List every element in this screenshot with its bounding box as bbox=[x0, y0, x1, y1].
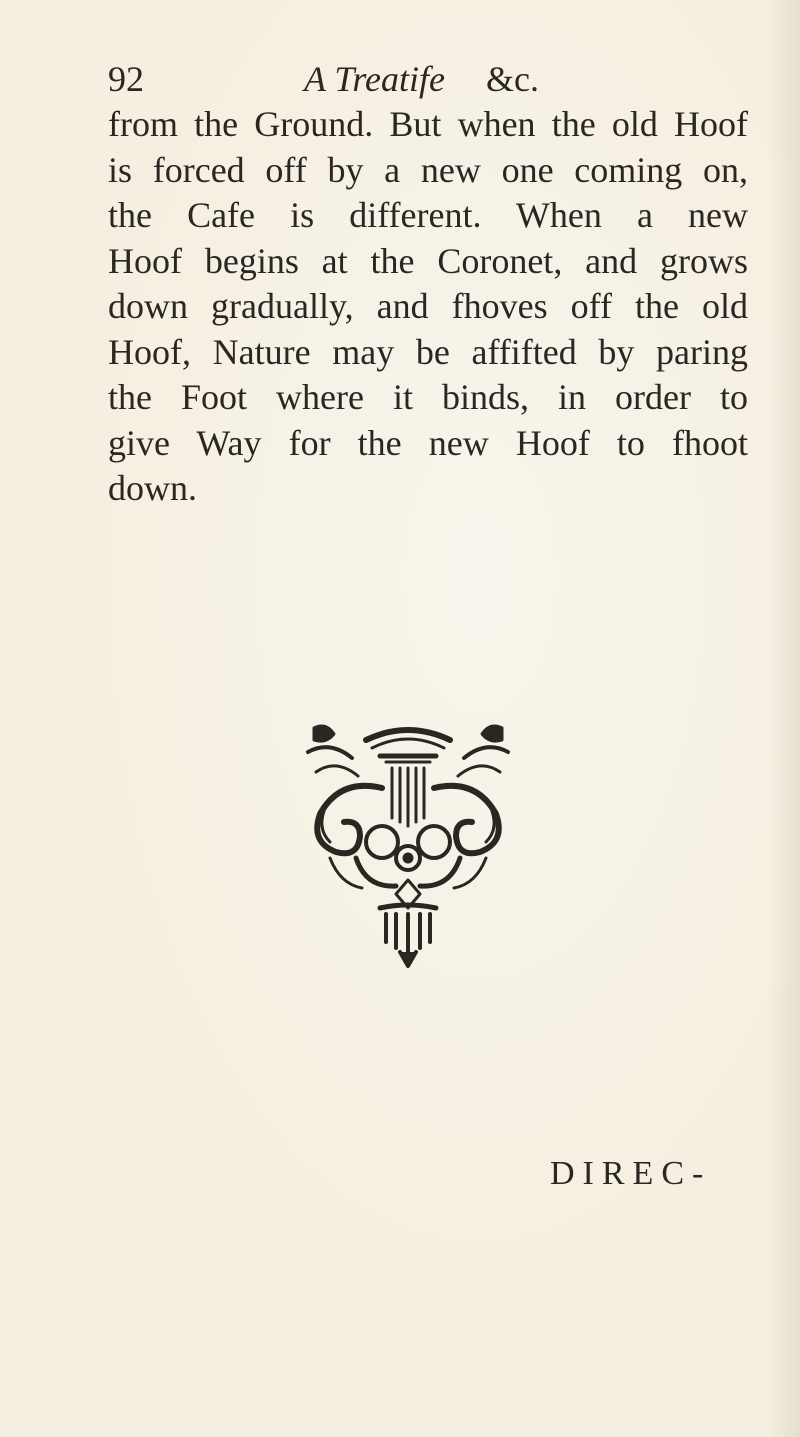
running-head-etc: &c. bbox=[486, 59, 539, 99]
catchword: DIREC- bbox=[550, 1155, 712, 1192]
text-line: the Foot where it binds, in order to bbox=[108, 377, 748, 417]
text-line: from the Ground. But when the old Hoof bbox=[108, 104, 748, 144]
text-line: Hoof begins at the Coronet, and grows bbox=[108, 240, 748, 281]
text-line: the Cafe is different. When a new bbox=[108, 195, 748, 235]
text-line: down. bbox=[108, 468, 197, 508]
running-head bbox=[108, 58, 668, 102]
text-line: is forced off by a new one coming on, bbox=[108, 149, 748, 190]
running-head-title: A Treatife bbox=[304, 59, 446, 99]
text-line: down gradually, and fhoves off the old bbox=[108, 286, 748, 326]
text-line: give Way for the new Hoof to fhoot bbox=[108, 422, 748, 463]
text-line: Hoof, Nature may be affifted by paring bbox=[108, 331, 748, 372]
page-number: 92 bbox=[108, 59, 144, 99]
body-paragraph bbox=[108, 102, 748, 512]
tailpiece-ornament-icon bbox=[296, 718, 520, 970]
